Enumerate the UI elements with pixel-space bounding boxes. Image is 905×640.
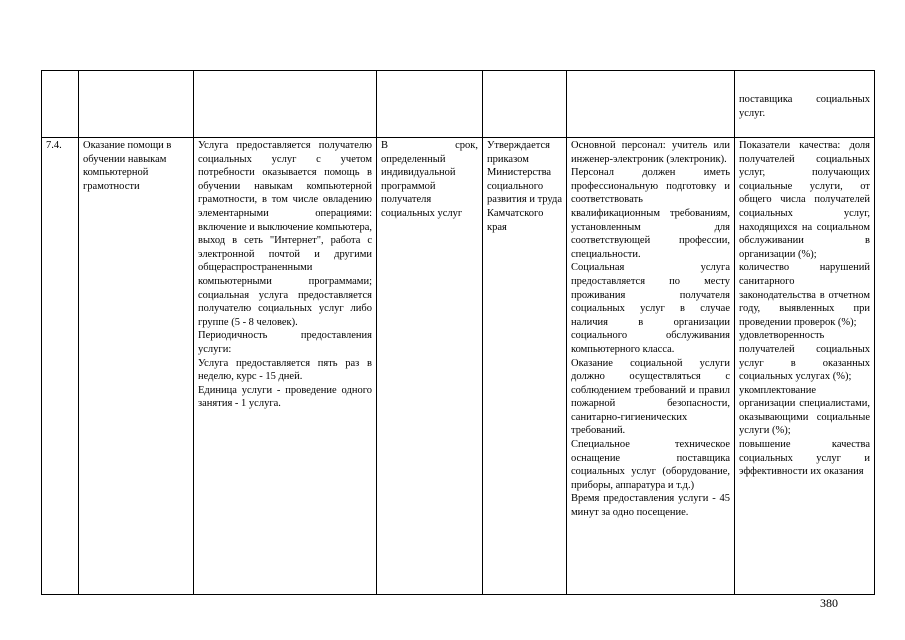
indicator-paragraph: количество нарушений санитарного законодательства в отчетном году, выявленных при проведении проверок (%);	[739, 262, 870, 328]
description-paragraph: Услуга предоставляется получателю социальных услуг с учетом потребности оказывается помощь в обучении навыкам компьютерной грамотности, в том числе овладению элементарными операциями: включение и выключение компьютера, выход в сеть "Интернет", работа с электронной почтой и другими общераспространенными компьютерными программами; социальная услуга предоставляется получателю социальных услуг либо группе (5 - 8 человек).	[198, 140, 372, 328]
conditions-paragraph: Персонал должен иметь профессиональную подготовку и соответствовать квалификационным требованиям, установленным для соответствующей профессии, специальности.	[571, 167, 730, 260]
description-paragraph: Услуга предоставляется пять раз в неделю, курс - 15 дней.	[198, 357, 372, 383]
indicator-paragraph: укомплектование организации специалистами, оказывающими социальные услуги (%);	[739, 384, 870, 437]
cell-row-number: 7.4.	[42, 138, 79, 595]
conditions-paragraph: Социальная услуга предоставляется по месту проживания получателя социальных услуг в случае наличия в организации социального обслуживания компьютерного класса.	[571, 262, 730, 355]
cell-quality-indicators	[735, 138, 875, 595]
cell-indicators-continued: поставщика социальных услуг.	[735, 71, 875, 138]
cell-service-name: Оказание помощи в обучении навыкам компьютерной грамотности	[79, 138, 194, 595]
description-paragraph: Единица услуги - проведение одного занятия - 1 услуга.	[198, 384, 372, 410]
conditions-paragraph: Оказание социальной услуги должно осуществляться с соблюдением требований и правил пожарной безопасности, санитарно-гигиенических требований.	[571, 357, 730, 437]
table-row-7-4	[42, 138, 875, 595]
indicator-paragraph: повышение качества социальных услуг и эффективности их оказания	[739, 439, 870, 478]
conditions-paragraph: Время предоставления услуги - 45 минут за одно посещение.	[571, 493, 730, 519]
cell-service-term: В срок, определенный индивидуальной программой получателя социальных услуг	[377, 138, 483, 595]
cell-service-conditions	[567, 138, 735, 595]
indicator-paragraph: удовлетворенность получателей социальных услуг в оказанных социальных услугах (%);	[739, 330, 870, 383]
cell-tariff-empty	[483, 71, 567, 138]
cell-description-empty	[194, 71, 377, 138]
cell-service-empty	[79, 71, 194, 138]
cell-conditions-empty	[567, 71, 735, 138]
cell-term-empty	[377, 71, 483, 138]
page-number: 380	[820, 596, 838, 610]
conditions-paragraph: Специальное техническое оснащение поставщика социальных услуг (оборудование, приборы, аппаратура и т.д.)	[571, 439, 730, 491]
description-paragraph: Периодичность предоставления услуги:	[198, 330, 372, 355]
indicator-paragraph: Показатели качества: доля получателей социальных услуг, получающих социальные услуги, от общего числа получателей социальных услуг, находящихся на социальном обслуживании в организации (%);	[739, 140, 870, 260]
conditions-paragraph: Основной персонал: учитель или инженер-электроник (электроник).	[571, 140, 730, 165]
services-table	[41, 70, 875, 595]
cell-service-description	[194, 138, 377, 595]
cell-number-empty	[42, 71, 79, 138]
cell-service-tariff: Утверждается приказом Министерства социального развития и труда Камчатского края	[483, 138, 567, 595]
table-row-previous	[42, 71, 875, 138]
